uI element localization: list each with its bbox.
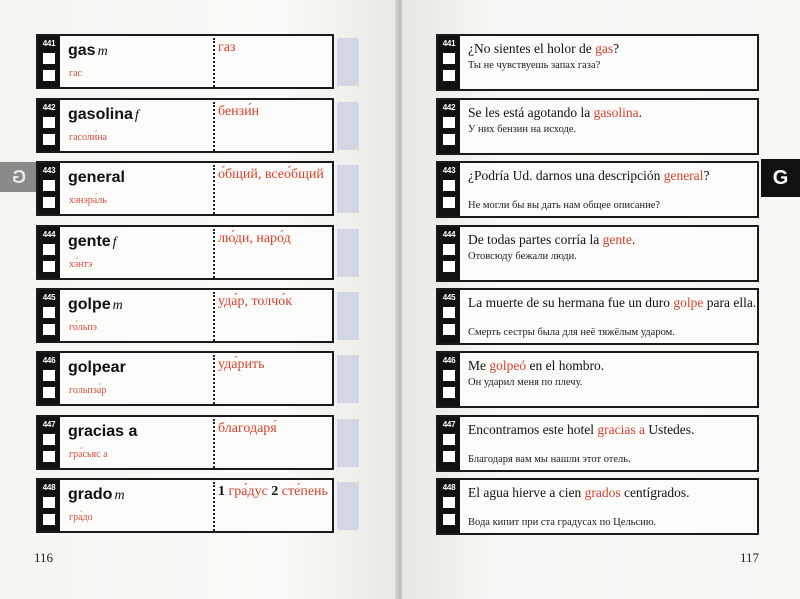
checkbox[interactable] <box>443 387 455 398</box>
checkbox[interactable] <box>443 117 455 128</box>
translation <box>218 231 291 247</box>
meaning-text: лю́ди, наро́д <box>218 231 291 246</box>
sentence-text: El agua hierve a cien <box>468 485 585 500</box>
example-card <box>436 98 759 155</box>
checkbox[interactable] <box>443 197 455 208</box>
checkbox[interactable] <box>443 434 455 445</box>
gender-marker: m <box>112 298 123 313</box>
sentence-text: para ella. <box>703 295 757 310</box>
headword: golpe m <box>68 296 123 313</box>
dotted-separator <box>213 229 215 278</box>
card-strip <box>38 417 60 468</box>
sentence-text: . <box>631 232 636 247</box>
example-sentence <box>468 484 758 501</box>
page-bleed-mark <box>337 419 359 467</box>
sentence-text: centígrados. <box>620 485 690 500</box>
example-card <box>436 288 759 345</box>
checkbox[interactable] <box>43 70 55 81</box>
sentence-text: ¿Podría Ud. darnos una descripción <box>468 168 664 183</box>
example-sentence <box>468 357 758 374</box>
transliteration: хэ́нтэ <box>69 259 93 270</box>
entry-number: 447 <box>442 420 456 429</box>
sentence-text: ¿No sientes el holor de <box>468 41 596 56</box>
checkbox[interactable] <box>443 244 455 255</box>
meaning-text: гра́дус <box>225 484 272 499</box>
page-number-right: 117 <box>740 550 760 565</box>
checkbox[interactable] <box>43 53 55 64</box>
meaning-text: газ <box>218 40 236 55</box>
checkbox[interactable] <box>43 451 55 462</box>
headword: gasolina f <box>68 106 139 123</box>
example-card <box>436 478 759 535</box>
sentence-translation: У них бензин на исходе. <box>468 124 577 135</box>
vocab-card <box>36 478 334 533</box>
checkbox[interactable] <box>43 514 55 525</box>
checkbox[interactable] <box>43 197 55 208</box>
page-bleed-mark <box>337 165 359 213</box>
highlighted-word: gas <box>595 41 614 56</box>
meaning-text: бензи́н <box>218 104 260 119</box>
vocab-card <box>36 288 334 343</box>
meaning-text: уда́рить <box>218 357 265 372</box>
gender-marker: f <box>112 235 117 250</box>
card-strip <box>38 480 60 531</box>
entry-number: 445 <box>442 293 456 302</box>
sentence-text: . <box>638 105 642 120</box>
checkbox[interactable] <box>443 53 455 64</box>
highlighted-word: gente <box>602 232 632 247</box>
vocab-card <box>36 415 334 470</box>
headword: grado m <box>68 486 125 503</box>
transliteration: гольпэа́р <box>69 385 107 396</box>
entry-number: 443 <box>42 166 56 175</box>
sentence-translation: Отовсюду бежали люди. <box>468 251 577 262</box>
entry-number: 446 <box>442 356 456 365</box>
highlighted-word: gracias a <box>597 422 645 437</box>
checkbox[interactable] <box>43 117 55 128</box>
sentence-text: Me <box>468 358 490 373</box>
checkbox[interactable] <box>43 497 55 508</box>
checkbox[interactable] <box>443 180 455 191</box>
dotted-separator <box>213 419 215 468</box>
checkbox[interactable] <box>443 514 455 525</box>
sentence-text: ? <box>703 168 710 183</box>
vocab-card <box>36 34 334 89</box>
checkbox[interactable] <box>443 307 455 318</box>
checkbox[interactable] <box>443 497 455 508</box>
transliteration: хэнэра́ль <box>69 195 107 206</box>
checkbox[interactable] <box>43 434 55 445</box>
checkbox[interactable] <box>443 70 455 81</box>
card-strip <box>438 163 460 216</box>
sentence-text: Encontramos este hotel <box>468 422 598 437</box>
gender-marker: m <box>97 44 108 59</box>
translation <box>218 104 259 120</box>
entry-number: 444 <box>42 230 56 239</box>
translation <box>218 357 264 373</box>
translation <box>218 484 328 500</box>
example-sentence <box>468 167 758 184</box>
checkbox[interactable] <box>43 134 55 145</box>
checkbox[interactable] <box>443 370 455 381</box>
entry-number: 443 <box>442 166 456 175</box>
entry-number: 447 <box>42 420 56 429</box>
section-tab-left: G <box>0 162 38 192</box>
card-strip <box>438 290 460 343</box>
example-card <box>436 34 759 91</box>
sentence-translation: Благодаря вам мы нашли этот отель. <box>468 454 631 465</box>
transliteration: гас <box>69 68 82 79</box>
translation <box>218 294 292 310</box>
vocab-card <box>36 351 334 406</box>
entry-number: 446 <box>42 356 56 365</box>
sentence-text: Se les está agotando la <box>468 105 594 120</box>
entry-number: 441 <box>42 39 56 48</box>
checkbox[interactable] <box>443 324 455 335</box>
dotted-separator <box>213 482 215 531</box>
gender-marker: f <box>134 108 139 123</box>
meaning-text: о́бщий, всео́бщий <box>218 167 324 182</box>
checkbox[interactable] <box>43 387 55 398</box>
section-tab-g: G <box>761 159 800 197</box>
entry-number: 442 <box>42 103 56 112</box>
sense-number: 2 <box>271 484 279 499</box>
example-card <box>436 351 759 408</box>
highlighted-word: gasolina <box>593 105 639 120</box>
vocab-card <box>36 225 334 280</box>
sentence-translation: Не могли бы вы дать нам общее описание? <box>468 200 661 211</box>
translation <box>218 40 236 56</box>
page-bleed-mark <box>337 292 359 340</box>
dotted-separator <box>213 38 215 87</box>
translation <box>218 421 277 437</box>
headword: gracias a <box>68 423 138 440</box>
headword: golpear <box>68 359 126 376</box>
entry-number: 448 <box>442 483 456 492</box>
page-number-left: 116 <box>34 550 54 565</box>
sentence-text: ? <box>613 41 620 56</box>
checkbox[interactable] <box>443 134 455 145</box>
highlighted-word: golpeó <box>489 358 527 373</box>
example-card <box>436 161 759 218</box>
transliteration: го́льпэ <box>69 322 97 333</box>
entry-number: 441 <box>442 39 456 48</box>
checkbox[interactable] <box>43 180 55 191</box>
vocab-card <box>36 98 334 153</box>
transliteration: гра́до <box>69 512 93 523</box>
sense-number: 1 <box>218 484 225 499</box>
page-bleed-mark <box>337 102 359 150</box>
example-card <box>436 415 759 472</box>
sentence-translation: Смерть сестры была для неё тяжёлым ударом. <box>468 327 675 338</box>
checkbox[interactable] <box>43 261 55 272</box>
example-sentence <box>468 231 758 248</box>
checkbox[interactable] <box>43 244 55 255</box>
entry-number: 444 <box>442 230 456 239</box>
headword: general <box>68 169 125 186</box>
card-strip <box>38 163 60 214</box>
meaning-text: благодаря́ <box>218 421 277 436</box>
translation <box>218 167 324 183</box>
dotted-separator <box>213 292 215 341</box>
example-sentence <box>468 294 758 311</box>
dotted-separator <box>213 165 215 214</box>
card-strip <box>438 353 460 406</box>
card-strip <box>38 353 60 404</box>
card-strip <box>38 100 60 151</box>
example-sentence <box>468 104 758 121</box>
highlighted-word: grados <box>584 485 621 500</box>
example-card <box>436 225 759 282</box>
card-strip <box>438 227 460 280</box>
sentence-text: en el hombro. <box>526 358 605 373</box>
sentence-text: De todas partes corría la <box>468 232 603 247</box>
headword: gente f <box>68 233 117 250</box>
checkbox[interactable] <box>443 261 455 272</box>
card-strip <box>38 290 60 341</box>
entry-number: 448 <box>42 483 56 492</box>
card-strip <box>438 100 460 153</box>
card-strip <box>438 417 460 470</box>
vocab-card <box>36 161 334 216</box>
checkbox[interactable] <box>43 370 55 381</box>
card-strip <box>38 36 60 87</box>
entry-number: 442 <box>442 103 456 112</box>
card-strip <box>38 227 60 278</box>
transliteration: гра́сьяс а <box>69 449 108 460</box>
dotted-separator <box>213 355 215 404</box>
highlighted-word: golpe <box>673 295 704 310</box>
example-sentence <box>468 421 758 438</box>
gender-marker: m <box>114 488 125 503</box>
entry-number: 445 <box>42 293 56 302</box>
page-bleed-mark <box>337 229 359 277</box>
checkbox[interactable] <box>43 307 55 318</box>
page-bleed-mark <box>337 482 359 530</box>
example-sentence <box>468 40 758 57</box>
page-bleed-mark <box>337 38 359 86</box>
meaning-text: сте́пень <box>278 484 328 499</box>
sentence-translation: Он ударил меня по плечу. <box>468 377 583 388</box>
transliteration: гасоли́на <box>69 132 107 143</box>
card-strip <box>438 36 460 89</box>
checkbox[interactable] <box>43 324 55 335</box>
card-strip <box>438 480 460 533</box>
sentence-translation: Ты не чувствуешь запах газа? <box>468 60 601 71</box>
sentence-translation: Вода кипит при ста градусах по Цельсию. <box>468 517 657 528</box>
highlighted-word: general <box>663 168 704 183</box>
sentence-text: Ustedes. <box>644 422 695 437</box>
page-bleed-mark <box>337 355 359 403</box>
meaning-text: уда́р, толчо́к <box>218 294 293 309</box>
headword: gas m <box>68 42 108 59</box>
checkbox[interactable] <box>443 451 455 462</box>
sentence-text: La muerte de su hermana fue un duro <box>468 295 674 310</box>
dotted-separator <box>213 102 215 151</box>
